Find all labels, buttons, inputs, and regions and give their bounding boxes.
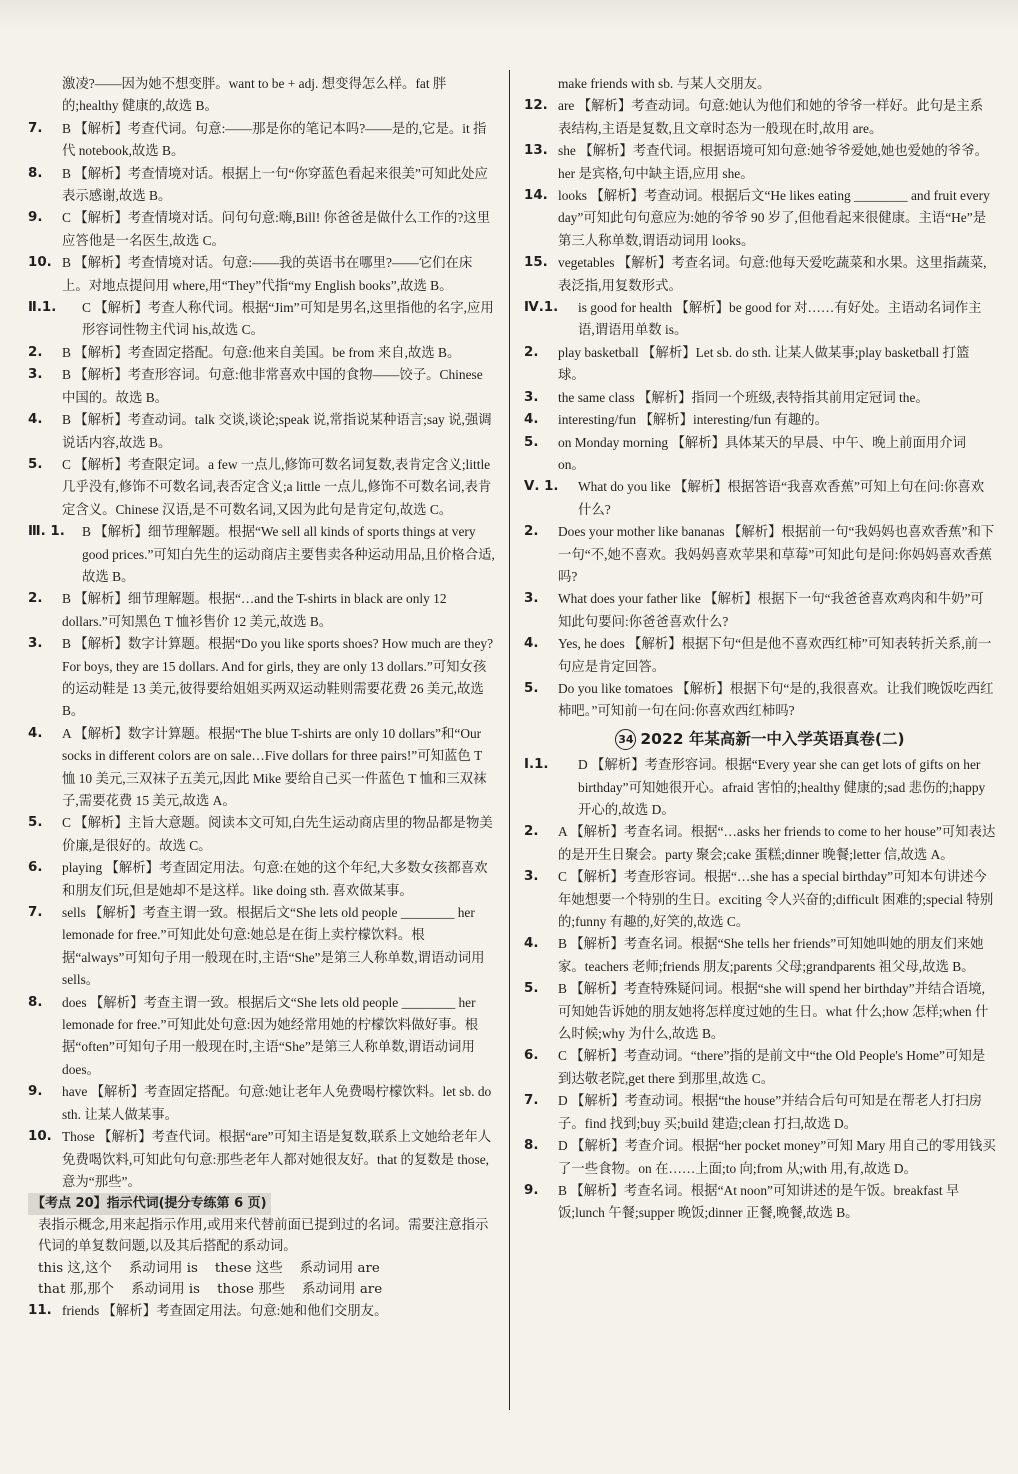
item-number: 4.	[28, 725, 43, 741]
item-text: Does your mother like bananas 【解析】根据前一句“我妈妈也喜欢香蕉”和下一句“不,她不喜欢。我妈妈喜欢苹果和草莓”可知此句是问:你妈妈喜欢香蕉吗?	[558, 524, 995, 584]
item-text: play basketball 【解析】Let sb. do sth. 让某人做某事;play basketball 打篮球。	[558, 344, 970, 383]
item-number: Ⅲ. 1.	[28, 524, 65, 540]
item-text: B 【解析】考查特殊疑问词。根据“she will spend her birthday”并结合语境,可知她告诉她的朋友她将怎样度过她的生日。what 什么;how 怎样;when 什么时候;why 为什么,故选 B。	[558, 981, 989, 1042]
item-text: vegetables 【解析】考查名词。句意:他每天爱吃蔬菜和水果。这里指蔬菜,表泛指,用复数形式。	[558, 255, 987, 293]
item-text: is good for health 【解析】be good for 对……有好处。主语动名词作主语,谓语用单数 is。	[578, 300, 982, 338]
answer-item	[524, 1090, 996, 1135]
item-text: C 【解析】考查限定词。a few 一点儿,修饰可数名词复数,表肯定含义;little 几乎没有,修饰不可数名词,表否定含义;a little 一点儿,修饰不可数名词,表肯定含义。Chinese 汉语,是不可数名词,又因为此句是肯定句,故选 C。	[62, 456, 492, 517]
answer-item	[524, 633, 996, 678]
right-column	[524, 73, 996, 1225]
item-text: B 【解析】考查情境对话。句意:——我的英语书在哪里?——它们在床上。对地点提问用 where,用“They”代指“my English books”,故选 B。	[62, 255, 473, 293]
answer-item	[28, 633, 498, 723]
item-number: 3.	[524, 389, 539, 405]
item-text: B 【解析】考查固定搭配。句意:他来自美国。be from 来自,故选 B。	[62, 344, 461, 360]
item-number: 13.	[524, 143, 548, 159]
item-number: 3.	[28, 367, 43, 383]
answer-item	[524, 678, 996, 723]
left-column	[28, 73, 498, 1323]
answer-item	[28, 73, 498, 118]
item-text: C 【解析】考查人称代词。根据“Jim”可知是男名,这里指他的名字,应用形容词性物主代词 his,故选 C。	[82, 300, 494, 338]
answer-item	[524, 754, 996, 821]
item-text: D 【解析】考查动词。根据“the house”并结合后句可知是在帮老人打扫房子。find 找到;buy 买;build 建造;clean 打扫,故选 D。	[558, 1093, 983, 1131]
answer-item	[28, 1126, 498, 1193]
answer-item	[28, 118, 498, 163]
item-text: C 【解析】主旨大意题。阅读本文可知,白先生运动商店里的物品都是物美价廉,是很好的。故选 C。	[62, 815, 493, 853]
answer-item	[28, 588, 498, 633]
item-number: 5.	[524, 981, 539, 997]
item-text: B 【解析】考查名词。根据“She tells her friends”可知她叫她的朋友们来她家。teachers 老师;friends 朋友;parents 父母;grandparents 祖父母,故选 B。	[558, 936, 984, 974]
item-text: What does your father like 【解析】根据下一句“我爸爸喜欢鸡肉和牛奶”可知此句要问:你爸爸喜欢什么?	[558, 591, 984, 629]
answer-item	[524, 387, 996, 409]
kaodian-note	[28, 1193, 498, 1300]
answer-item	[524, 409, 996, 431]
answer-item	[524, 73, 996, 95]
item-text: B 【解析】考查代词。句意:——那是你的笔记本吗?——是的,它是。it 指代 notebook,故选 B。	[62, 120, 487, 159]
item-number: 8.	[28, 994, 43, 1010]
section-banner	[524, 729, 996, 750]
item-text: 激凌?——因为她不想变胖。want to be + adj. 想变得怎么样。fat 胖的;healthy 健康的,故选 B。	[62, 76, 447, 114]
item-text: B 【解析】考查情境对话。根据上一句“你穿蓝色看起来很美”可知此处应表示感谢,故选 B。	[62, 165, 488, 204]
answer-item	[524, 933, 996, 978]
answer-item	[524, 821, 996, 866]
answer-item	[524, 252, 996, 297]
item-text: interesting/fun 【解析】interesting/fun 有趣的。	[558, 412, 829, 428]
item-number: 9.	[524, 1182, 539, 1198]
answer-item	[524, 978, 996, 1045]
answer-item	[28, 163, 498, 208]
item-number: 6.	[524, 1048, 539, 1064]
banner-number: 34	[615, 729, 636, 750]
answer-item	[524, 866, 996, 933]
item-number: Ⅴ. 1.	[524, 479, 559, 495]
item-number: 5.	[524, 680, 539, 696]
answer-item	[524, 342, 996, 387]
item-number: 7.	[28, 120, 43, 136]
item-text: she 【解析】考查代词。根据语境可知句意:她爷爷爱她,她也爱她的爷爷。her 是宾格,句中缺主语,应用 she。	[558, 143, 988, 181]
item-text: B 【解析】考查动词。talk 交谈,谈论;speak 说,常指说某种语言;say 说,强调说话内容,故选 B。	[62, 412, 492, 450]
answer-item	[28, 812, 498, 857]
item-number: 3.	[524, 869, 539, 885]
item-number: 3.	[524, 591, 539, 607]
item-number: 4.	[524, 936, 539, 952]
item-number: 5.	[28, 456, 43, 472]
answer-item	[524, 1180, 996, 1225]
answer-item	[28, 857, 498, 902]
item-number: 15.	[524, 255, 548, 271]
answer-item	[28, 409, 498, 454]
item-text: B 【解析】考查名词。根据“At noon”可知讲述的是午饭。breakfast 早饭;lunch 午餐;supper 晚饭;dinner 正餐,晚餐,故选 B。	[558, 1182, 960, 1221]
kaodian-body: 表指示概念,用来起指示作用,或用来代替前面已提到过的名词。需要注意指示代词的单复数问题,以及其后搭配的系动词。	[38, 1217, 489, 1255]
item-number: 2.	[524, 344, 539, 360]
item-text: on Monday morning 【解析】具体某天的早晨、中午、晚上前面用介词 on。	[558, 434, 967, 472]
item-number: 4.	[524, 412, 539, 428]
item-number: 8.	[28, 165, 43, 181]
answer-item	[28, 992, 498, 1082]
item-number: 2.	[524, 524, 539, 540]
item-text: A 【解析】考查名词。根据“…asks her friends to come to her house”可知表达的是开生日聚会。party 聚会;cake 蛋糕;dinner 晚餐;letter 信,故选 A。	[558, 824, 996, 862]
item-text: D 【解析】考查形容词。根据“Every year she can get lots of gifts on her birthday”可知她很开心。afraid 害怕的;healthy 健康的;sad 悲伤的;happy 开心的,故选 D。	[578, 757, 986, 817]
item-text: D 【解析】考查介词。根据“her pocket money”可知 Mary 用自己的零用钱买了一些食物。on 在……上面;to 向;from 从;with 用,有,故选 D。	[558, 1138, 996, 1176]
kaodian-title: 【考点 20】指示代词(提分专练第 6 页)	[28, 1193, 271, 1214]
answer-item	[28, 297, 498, 342]
item-text: B 【解析】细节理解题。根据“…and the T-shirts in black are only 12 dollars.”可知黑色 T 恤衫售价 12 美元,故选 B。	[62, 591, 447, 629]
answer-item	[524, 588, 996, 633]
answer-item	[28, 1300, 498, 1322]
item-text: A 【解析】数字计算题。根据“The blue T-shirts are only 10 dollars”和“Our socks in different colors are on sale…Five dollars for three pairs!”可知蓝色 T 恤 10 美元,三双袜子五美元,因此 Mike 要给自己买一件蓝色 T 恤和三双袜子,需要花费 15 美元,故选 A。	[62, 725, 487, 808]
banner-title: 2022 年某高新一中入学英语真卷(二)	[640, 729, 905, 748]
item-number: 4.	[28, 412, 43, 428]
answer-item	[28, 723, 498, 813]
kaodian-row: this 这,这个 系动词用 is these 这些 系动词用 are	[38, 1260, 380, 1276]
answer-item	[28, 1081, 498, 1126]
item-text: C 【解析】考查情境对话。问句句意:嗨,Bill! 你爸爸是做什么工作的?这里应答他是一名医生,故选 C。	[62, 210, 491, 248]
answer-item	[524, 185, 996, 252]
item-text: Yes, he does 【解析】根据下句“但是他不喜欢西红柿”可知表转折关系,前一句应是肯定回答。	[558, 636, 992, 674]
item-number: 2.	[28, 591, 43, 607]
answer-item	[524, 297, 996, 342]
item-number: 2.	[524, 824, 539, 840]
item-text: looks 【解析】考查动词。根据后文“He likes eating ________ and fruit every day”可知此句句意应为:她的爷爷 90 岁了,但他看起来很健康。主语“He”是第三人称单数,谓语动词用 looks。	[558, 188, 990, 248]
item-text: are 【解析】考查动词。句意:她认为他们和她的爷爷一样好。此句是主系表结构,主语是复数,且文章时态为一般现在时,故用 are。	[558, 98, 984, 136]
item-number: 5.	[524, 434, 539, 450]
item-text: B 【解析】数字计算题。根据“Do you like sports shoes? How much are they? For boys, they are 15 dollars. And for girls, they are only 13 dollars.”可知女孩的运动鞋是 13 美元,彼得要给姐姐买两双运动鞋则需要花费 26 美元,故选 B。	[62, 636, 494, 719]
item-number: 5.	[28, 815, 43, 831]
answer-item	[524, 476, 996, 521]
item-text: C 【解析】考查动词。“there”指的是前文中“the Old People's Home”可知是到达敬老院,get there 到那里,故选 C。	[558, 1048, 986, 1086]
item-number: 14.	[524, 188, 548, 204]
answer-item	[524, 95, 996, 140]
item-number: 2.	[28, 344, 43, 360]
item-text: Do you like tomatoes 【解析】根据下句“是的,我很喜欢。让我们晚饭吃西红柿吧。”可知前一句在问:你喜欢西红柿吗?	[558, 680, 994, 719]
item-text: B 【解析】考查形容词。句意:他非常喜欢中国的食物——饺子。Chinese 中国的。故选 B。	[62, 367, 483, 405]
item-number: 11.	[28, 1303, 52, 1319]
answer-item	[28, 364, 498, 409]
item-text: B 【解析】细节理解题。根据“We sell all kinds of sports things at very good prices.”可知白先生的运动商店主要售卖各种运动用品,且价格合适,故选 B。	[82, 524, 495, 584]
item-text: C 【解析】考查形容词。根据“…she has a special birthday”可知本句讲述今年她想要一个特别的生日。exciting 令人兴奋的;difficult 困难的;special 特别的;funny 有趣的,好笑的,故选 C。	[558, 869, 994, 930]
item-number: Ⅳ.1.	[524, 300, 559, 316]
item-text: Those 【解析】考查代词。根据“are”可知主语是复数,联系上文她给老年人免费喝饮料,可知此句句意:那些老年人都对她很友好。that 的复数是 those,意为“那些”。	[62, 1129, 492, 1189]
page-top-edge	[0, 0, 1018, 30]
item-number: Ⅰ.1.	[524, 757, 549, 773]
answer-item	[28, 902, 498, 992]
item-number: 9.	[28, 1084, 43, 1100]
item-text: make friends with sb. 与某人交朋友。	[558, 76, 771, 91]
item-number: 9.	[28, 210, 43, 226]
item-number: 7.	[28, 905, 43, 921]
column-divider	[509, 70, 510, 1410]
answer-item	[28, 342, 498, 364]
answer-item	[524, 1135, 996, 1180]
item-number: Ⅱ.1.	[28, 300, 57, 316]
item-text: friends 【解析】考查固定用法。句意:她和他们交朋友。	[62, 1303, 388, 1319]
answer-item	[28, 454, 498, 521]
answer-item	[524, 521, 996, 588]
item-text: sells 【解析】考查主谓一致。根据后文“She lets old people ________ her lemonade for free.”可知此处句意:她总是在街上卖柠檬饮料。根据“always”可知句子用一般现在时,主语“She”是第三人称单数,谓语动词用 sells。	[62, 905, 485, 988]
kaodian-row: that 那,那个 系动词用 is those 那些 系动词用 are	[38, 1281, 383, 1297]
item-number: 12.	[524, 98, 548, 114]
item-text: does 【解析】考查主谓一致。根据后文“She lets old people ________ her lemonade for free.”可知此处句意:因为她经常用她的柠檬饮料做好事。根据“often”可知句子用一般现在时,主语“She”是第三人称单数,谓语动词用 does。	[62, 994, 479, 1077]
item-number: 6.	[28, 860, 43, 876]
item-text: What do you like 【解析】根据答语“我喜欢香蕉”可知上句在问:你喜欢什么?	[578, 479, 985, 517]
item-number: 4.	[524, 636, 539, 652]
item-text: the same class 【解析】指同一个班级,表特指其前用定冠词 the。	[558, 389, 929, 405]
item-text: playing 【解析】考查固定用法。句意:在她的这个年纪,大多数女孩都喜欢和朋友们玩,但是她却不是这样。like doing sth. 喜欢做某事。	[62, 860, 488, 898]
answer-item	[28, 207, 498, 252]
item-number: 8.	[524, 1138, 539, 1154]
answer-item	[524, 140, 996, 185]
item-number: 7.	[524, 1093, 539, 1109]
item-number: 3.	[28, 636, 43, 652]
answer-item	[28, 252, 498, 297]
answer-item	[524, 1045, 996, 1090]
answer-item	[28, 521, 498, 588]
item-number: 10.	[28, 255, 52, 271]
item-text: have 【解析】考查固定搭配。句意:她让老年人免费喝柠檬饮料。let sb. do sth. 让某人做某事。	[62, 1084, 492, 1122]
answer-item	[524, 432, 996, 477]
item-number: 10.	[28, 1129, 52, 1145]
